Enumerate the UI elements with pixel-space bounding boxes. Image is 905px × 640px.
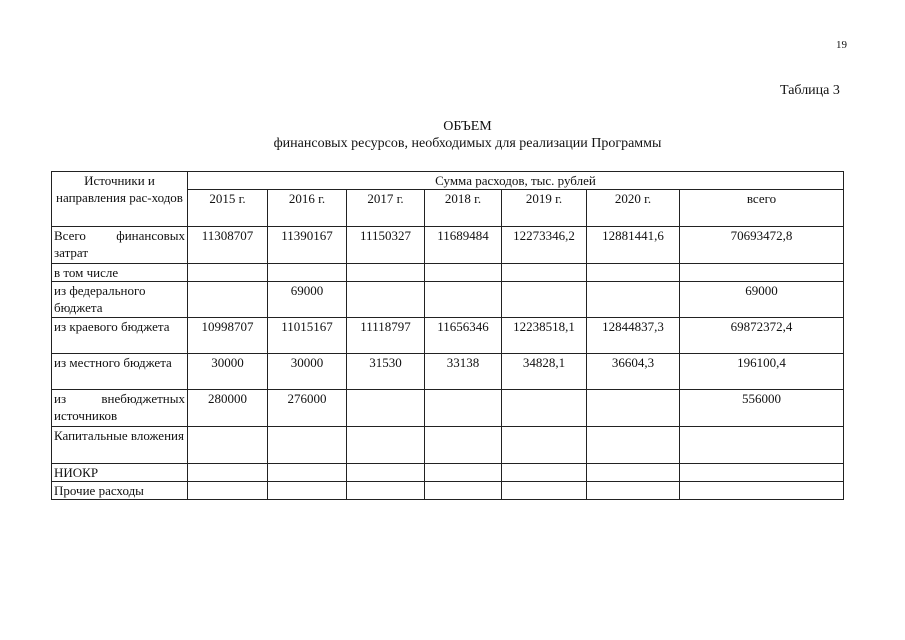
row-label: Прочие расходы xyxy=(52,482,188,500)
row-label: в том числе xyxy=(52,264,188,282)
value-cell xyxy=(347,482,425,500)
title-line-1: ОБЪЕМ xyxy=(443,119,492,134)
table-row xyxy=(52,264,844,282)
value-cell xyxy=(502,264,587,282)
value-cell xyxy=(268,482,347,500)
title-line-2: финансовых ресурсов, необходимых для реализации Программы xyxy=(273,136,662,151)
value-cell: 11390167 xyxy=(268,227,347,264)
table-label: Таблица 3 xyxy=(780,83,840,98)
value-cell xyxy=(188,482,268,500)
value-cell xyxy=(347,282,425,318)
value-cell: 12238518,1 xyxy=(502,318,587,354)
table-title xyxy=(0,118,905,152)
value-cell xyxy=(680,427,844,464)
row-label: из краевого бюджета xyxy=(52,318,188,354)
table-row xyxy=(52,482,844,500)
value-cell: 12844837,3 xyxy=(587,318,680,354)
row-label: из федерального бюджета xyxy=(52,282,188,318)
value-cell: 69000 xyxy=(268,282,347,318)
header-sources: Источники и направления рас-ходов xyxy=(52,172,188,227)
value-cell xyxy=(680,264,844,282)
row-label: Всего финансовых затрат xyxy=(52,227,188,264)
header-year: 2016 г. xyxy=(268,190,347,227)
value-cell: 30000 xyxy=(268,354,347,390)
header-year: 2018 г. xyxy=(425,190,502,227)
value-cell: 34828,1 xyxy=(502,354,587,390)
value-cell: 12881441,6 xyxy=(587,227,680,264)
value-cell: 10998707 xyxy=(188,318,268,354)
value-cell xyxy=(425,427,502,464)
value-cell xyxy=(587,482,680,500)
table-row xyxy=(52,427,844,464)
table-row xyxy=(52,282,844,318)
value-cell xyxy=(587,464,680,482)
value-cell: 70693472,8 xyxy=(680,227,844,264)
value-cell xyxy=(347,464,425,482)
value-cell: 31530 xyxy=(347,354,425,390)
value-cell xyxy=(587,390,680,427)
value-cell xyxy=(425,282,502,318)
table-row xyxy=(52,390,844,427)
header-year: 2015 г. xyxy=(188,190,268,227)
value-cell: 11308707 xyxy=(188,227,268,264)
value-cell xyxy=(587,282,680,318)
value-cell xyxy=(268,264,347,282)
row-label: из местного бюджета xyxy=(52,354,188,390)
value-cell xyxy=(502,427,587,464)
value-cell xyxy=(680,482,844,500)
value-cell xyxy=(347,390,425,427)
value-cell xyxy=(188,464,268,482)
value-cell xyxy=(425,464,502,482)
header-year: 2019 г. xyxy=(502,190,587,227)
value-cell: 69000 xyxy=(680,282,844,318)
value-cell xyxy=(502,464,587,482)
table-row xyxy=(52,464,844,482)
value-cell xyxy=(188,282,268,318)
value-cell: 11118797 xyxy=(347,318,425,354)
row-label: НИОКР xyxy=(52,464,188,482)
value-cell xyxy=(425,390,502,427)
value-cell: 556000 xyxy=(680,390,844,427)
row-label: Капитальные вложения xyxy=(52,427,188,464)
header-row xyxy=(52,172,844,190)
value-cell: 11656346 xyxy=(425,318,502,354)
value-cell: 30000 xyxy=(188,354,268,390)
value-cell: 196100,4 xyxy=(680,354,844,390)
table-row xyxy=(52,227,844,264)
table-row xyxy=(52,318,844,354)
value-cell xyxy=(502,482,587,500)
value-cell xyxy=(587,264,680,282)
value-cell xyxy=(587,427,680,464)
value-cell: 11689484 xyxy=(425,227,502,264)
value-cell xyxy=(268,427,347,464)
financing-table xyxy=(51,171,844,500)
row-label: из внебюджетных источников xyxy=(52,390,188,427)
table-row xyxy=(52,354,844,390)
value-cell: 11150327 xyxy=(347,227,425,264)
value-cell: 12273346,2 xyxy=(502,227,587,264)
value-cell: 276000 xyxy=(268,390,347,427)
value-cell: 69872372,4 xyxy=(680,318,844,354)
header-year: 2020 г. xyxy=(587,190,680,227)
value-cell: 280000 xyxy=(188,390,268,427)
page-number: 19 xyxy=(836,39,847,51)
value-cell xyxy=(680,464,844,482)
value-cell xyxy=(347,264,425,282)
value-cell: 33138 xyxy=(425,354,502,390)
value-cell xyxy=(425,264,502,282)
value-cell xyxy=(502,390,587,427)
value-cell xyxy=(188,427,268,464)
header-total: всего xyxy=(680,190,844,227)
header-sum-group: Сумма расходов, тыс. рублей xyxy=(188,172,844,190)
value-cell xyxy=(502,282,587,318)
value-cell: 11015167 xyxy=(268,318,347,354)
value-cell xyxy=(268,464,347,482)
value-cell xyxy=(347,427,425,464)
value-cell: 36604,3 xyxy=(587,354,680,390)
value-cell xyxy=(188,264,268,282)
value-cell xyxy=(425,482,502,500)
header-year: 2017 г. xyxy=(347,190,425,227)
